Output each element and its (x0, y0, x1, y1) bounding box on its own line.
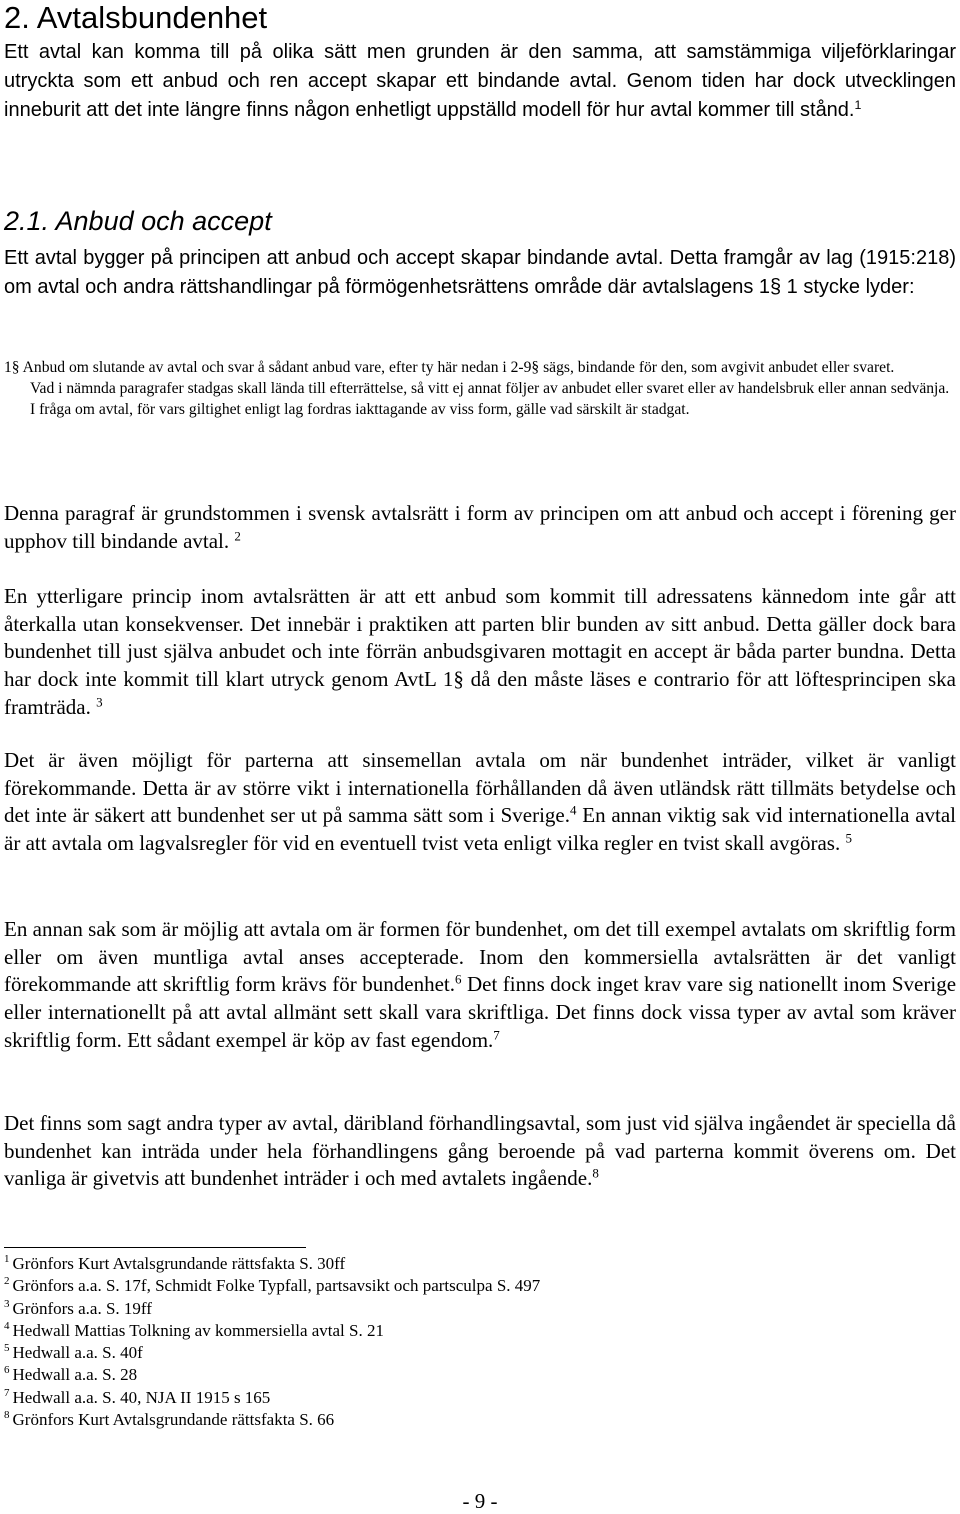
footnote-text: Hedwall a.a. S. 40, NJA II 1915 s 165 (12, 1387, 271, 1407)
footnote-text: Grönfors Kurt Avtalsgrundande rättsfakta S. 66 (12, 1410, 335, 1430)
footnote-ref[interactable]: 8 (592, 1165, 599, 1181)
body-paragraph (4, 916, 956, 1055)
footnote-divider (4, 1247, 306, 1248)
footnote-text: Grönfors a.a. S. 19ff (12, 1298, 152, 1318)
footnote-ref[interactable]: 3 (96, 694, 103, 710)
paragraph-text: Denna paragraf är grundstommen i svensk avtalsrätt i form av principen om att anbud och accept i förening ger upphov till bindande avtal. (4, 501, 956, 553)
body-paragraph: Ett avtal bygger på principen att anbud och accept skapar bindande avtal. Detta framgår av lag (1915:218) om avtal och andra rättshandlingar på förmögenhetsrättens område där avtalslagens 1§ 1 stycke lyder: (4, 247, 956, 298)
page-number: - 9 - (462, 1489, 498, 1513)
footnote-text: Grönfors a.a. S. 17f, Schmidt Folke Typfall, partsavsikt och partsculpa S. 497 (12, 1276, 541, 1296)
paragraph-text: Det finns som sagt andra typer av avtal, däribland förhandlingsavtal, som just vid själva ingåendet är speciella då bundenhet kan inträda under hela förhandlingens gång beroende på vad parterna kommit överens om. Det vanliga är givetvis att bundenhet inträder i och med avtalets ingående. (4, 1111, 956, 1191)
footnote-number: 1 (4, 1253, 10, 1265)
subsection-heading: 2.1. Anbud och accept (4, 206, 272, 236)
footnote-number: 3 (4, 1297, 10, 1310)
footnote-text: Hedwall a.a. S. 28 (12, 1365, 138, 1385)
quote-paragraph: 1§ Anbud om slutande av avtal och svar å sådant anbud vare, efter ty här nedan i 2-9§ sägs, bindande för den, som avgivit anbudet eller svaret. (4, 359, 895, 376)
footnote-number: 8 (4, 1409, 10, 1422)
paragraph-text: Det finns dock inget krav vare sig nationellt inom Sverige eller internationellt på att avtal allmänt sett skall vara skriftliga. Det finns dock vissa typer av avtal som kräver skriftlig form. Ett sådant exempel är köp av fast egendom. (4, 972, 957, 1052)
body-paragraph (4, 583, 956, 722)
footnote-ref[interactable]: 2 (234, 528, 241, 544)
footnote-number: 6 (4, 1364, 10, 1377)
footnote (4, 1320, 904, 1342)
footnote-text: Hedwall a.a. S. 40f (12, 1343, 143, 1363)
body-paragraph (4, 1110, 956, 1193)
body-paragraph (4, 500, 956, 555)
paragraph-text: Det är även möjligt för parterna att sinsemellan avtala om när bundenhet inträder, vilket är vanligt förekommande. Detta är av större vikt i internationella förhållanden då även utländsk rätt tillmäts betydelse och det inte är säkert att bundenhet ser ut på samma sätt som i Sverige. (4, 748, 956, 828)
footnote-ref[interactable]: 5 (845, 830, 852, 846)
footnote-number: 7 (4, 1386, 10, 1399)
paragraph-text: En ytterligare princip inom avtalsrätten är att ett anbud som kommit till adressatens kännedom inte går att återkalla utan konsekvenser. Det innebär i praktiken att parten blir bunden av sitt anbud. Detta gäller dock bara bundenhet till just själva anbudet och inte förrän anbudsgivaren mottagit en accept är båda parter bundna. Detta har dock inte kommit till klart utryck genom AvtL 1§ då den måste läses e contrario för att löftesprincipen ska framträda. (4, 584, 956, 719)
paragraph-text: En annan sak som är möjlig att avtala om är formen för bundenhet, om det till exempel avtalats om skriftlig form eller om även muntliga avtal anses accepterade. Inom den kommersiella avtalsrätten är det vanligt förekommande att skriftlig form krävs för bundenhet. (4, 917, 956, 997)
section-heading: 2. Avtalsbundenhet (4, 0, 268, 35)
footnote (4, 1298, 904, 1320)
footnote-number: 2 (4, 1275, 10, 1288)
footnote-ref[interactable]: 4 (570, 802, 577, 818)
quote-paragraph: I fråga om avtal, för vars giltighet enligt lag fordras iakttagande av viss form, gälle vad särskilt är stadgat. (30, 401, 690, 418)
paragraph-text: En annan viktig sak vid internationella avtal är att avtala om lagvalsregler för vid en eventuell tvist veta enligt vilka regler en tvist skall avgöras. (4, 803, 957, 856)
footnote (4, 1253, 904, 1275)
footnote (4, 1275, 904, 1297)
footnote (4, 1387, 904, 1409)
footnote (4, 1364, 904, 1386)
intro-text: Ett avtal kan komma till på olika sätt men grunden är den samma, att samstämmiga viljeförklaringar utryckta som ett anbud och ren accept skapar ett bindande avtal. Genom tiden har dock utvecklingen inneburit att det inte längre finns någon enhetligt uppställd modell för hur avtal kommer till stånd. (4, 41, 956, 121)
footnote-ref[interactable]: 1 (854, 97, 862, 112)
footnote-number: 4 (4, 1319, 10, 1332)
intro-paragraph (4, 38, 956, 125)
footnote-ref[interactable]: 6 (455, 971, 462, 987)
footnote-ref[interactable]: 7 (493, 1027, 500, 1043)
footnote-text: Hedwall Mattias Tolkning av kommersiella avtal S. 21 (12, 1320, 384, 1340)
footnote (4, 1342, 904, 1364)
body-paragraph (4, 747, 956, 858)
footnote-number: 5 (4, 1342, 10, 1355)
quote-paragraph: Vad i nämnda paragrafer stadgas skall lända till efterrättelse, så vitt ej annat följer av anbudet eller svaret eller av handelsbruk eller annan sedvänja. (30, 380, 950, 397)
statute-quote (4, 357, 956, 420)
footnotes-list (4, 1253, 904, 1431)
footnote-text: Grönfors Kurt Avtalsgrundande rättsfakta S. 30ff (12, 1254, 346, 1273)
footnote (4, 1409, 904, 1431)
